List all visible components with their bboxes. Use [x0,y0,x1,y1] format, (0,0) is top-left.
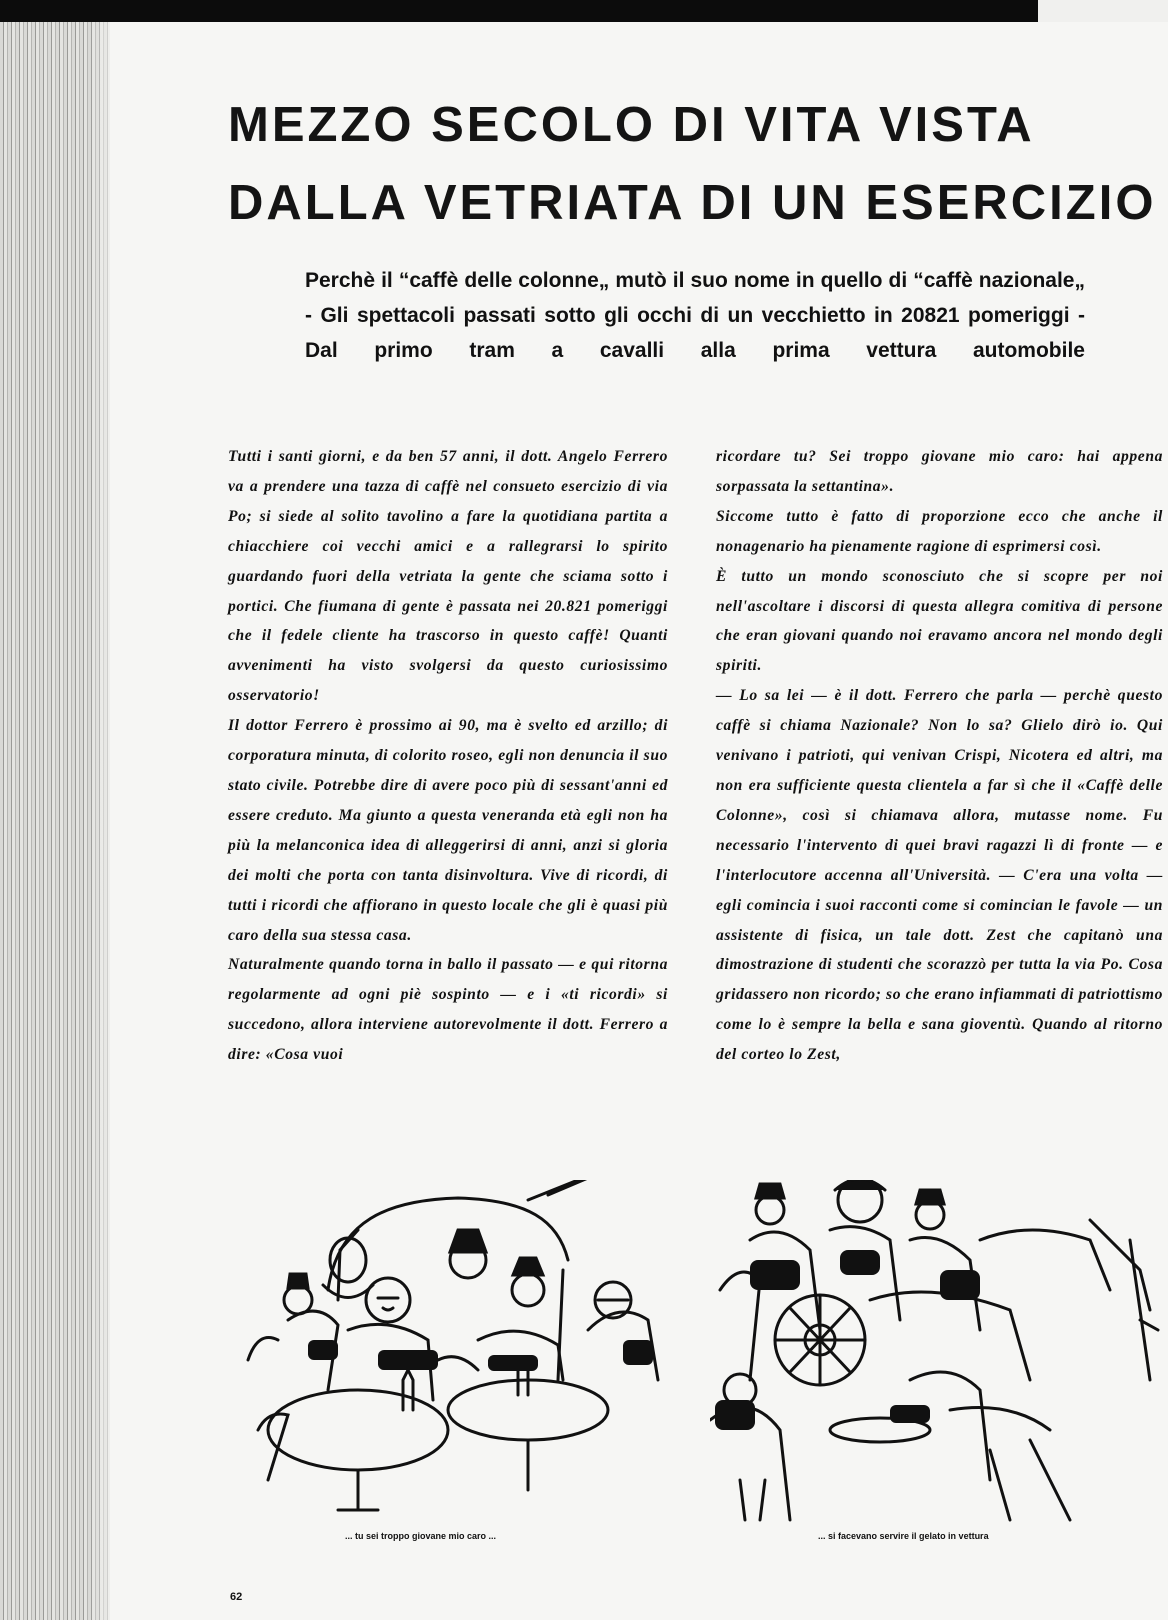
title-line-1: MEZZO SECOLO DI VITA VISTA [228,98,1035,152]
article-subtitle: Perchè il “caffè delle colonne„ mutò il suo nome in quello di “caffè nazionale„ - Gli spettacoli passati sotto gli occhi di un vecchietto in 20821 pomeriggi - Dal primo tram a cavalli alla prima vettura automobile [305,269,1085,362]
paragraph: Il dottor Ferrero è prossimo ai 90, ma è svelto ed arzillo; di corporatura minuta, di colorito roseo, egli non denuncia il suo stato civile. Potrebbe dire di avere poco più di sessant'anni ed essere creduto. Ma giunto a questa veneranda età egli non ha più la melanconica idea di alleggerirsi di anni, anzi si gloria dei molti che porta con tanta disinvoltura. Vive di ricordi, di tutti i ricordi che affiorano in questo locale che gli è quasi più caro della sua stessa casa. [228,717,668,944]
title-line-2: DALLA VETRIATA DI UN ESERCIZIO [228,176,1157,230]
paragraph: Naturalmente quando torna in ballo il passato — e qui ritorna regolarmente ad ogni piè sospinto — e i «ti ricordi» si succedono, allora interviene autorevolmente il dott. Ferrero a dire: «Cosa vuoi [228,956,668,1064]
scan-top-border [0,0,1168,22]
paragraph: — Lo sa lei — è il dott. Ferrero che parla — perchè questo caffè si chiama Nazionale? Non lo sa? Glielo dirò io. Qui venivano i patrioti, qui venivan Crispi, Nicotera ed altri, ma non era sufficiente questa clientela a far sì che il «Caffè delle Colonne», così si chiamava allora, mutasse nome. Fu necessario l'intervento di quei bravi ragazzi lì di fronte — e l'interlocutore accenna all'Università. — C'era una volta — egli comincia i suoi racconti come si comincian le favole — un assistente di fisica, un tale dott. Zest che capitanò una dimostrazione di studenti che scorazzò per tutta la via Po. Cosa gridassero non ricordo; so che erano infiammati di patriottismo come lo è sempre la bella e sana gioventù. Quando al ritorno del corteo lo Zest, [716,687,1163,1064]
book-page-edges [0,22,120,1620]
paragraph: È tutto un mondo sconosciuto che si scopre per noi nell'ascoltare i discorsi di questa allegra comitiva di persone che eran giovani quando noi eravamo ancora nel mondo degli spiriti. [716,567,1163,675]
caption-right: ... si facevano servire il gelato in vettura [818,1531,989,1541]
article-title [228,86,1168,242]
cafe-table-illustration [228,1180,678,1525]
caption-left: ... tu sei troppo giovane mio caro ... [345,1531,497,1541]
carriage-illustration [710,1180,1160,1525]
scan-top-right-corner [1038,0,1168,22]
right-text-column [716,442,1163,1070]
paragraph: Siccome tutto è fatto di proporzione ecco che anche il nonagenario ha pienamente ragione di esprimersi così. [716,507,1163,555]
left-text-column [228,442,668,1070]
paragraph: ricordare tu? Sei troppo giovane mio caro: hai appena sorpassata la settantina». [716,448,1163,495]
page-number: 62 [230,1591,243,1603]
paragraph: Tutti i santi giorni, e da ben 57 anni, il dott. Angelo Ferrero va a prendere una tazza di caffè nel consueto esercizio di via Po; si siede al solito tavolino a fare la quotidiana partita a chiacchiere coi vecchi amici e a rallegrarsi lo spirito guardando fuori della vetriata la gente che sciama sotto i portici. Che fiumana di gente è passata nei 20.821 pomeriggi che il fedele cliente ha trascorso in questo caffè! Quanti avvenimenti ha visto svolgersi da questo curiosissimo osservatorio! [228,448,668,705]
